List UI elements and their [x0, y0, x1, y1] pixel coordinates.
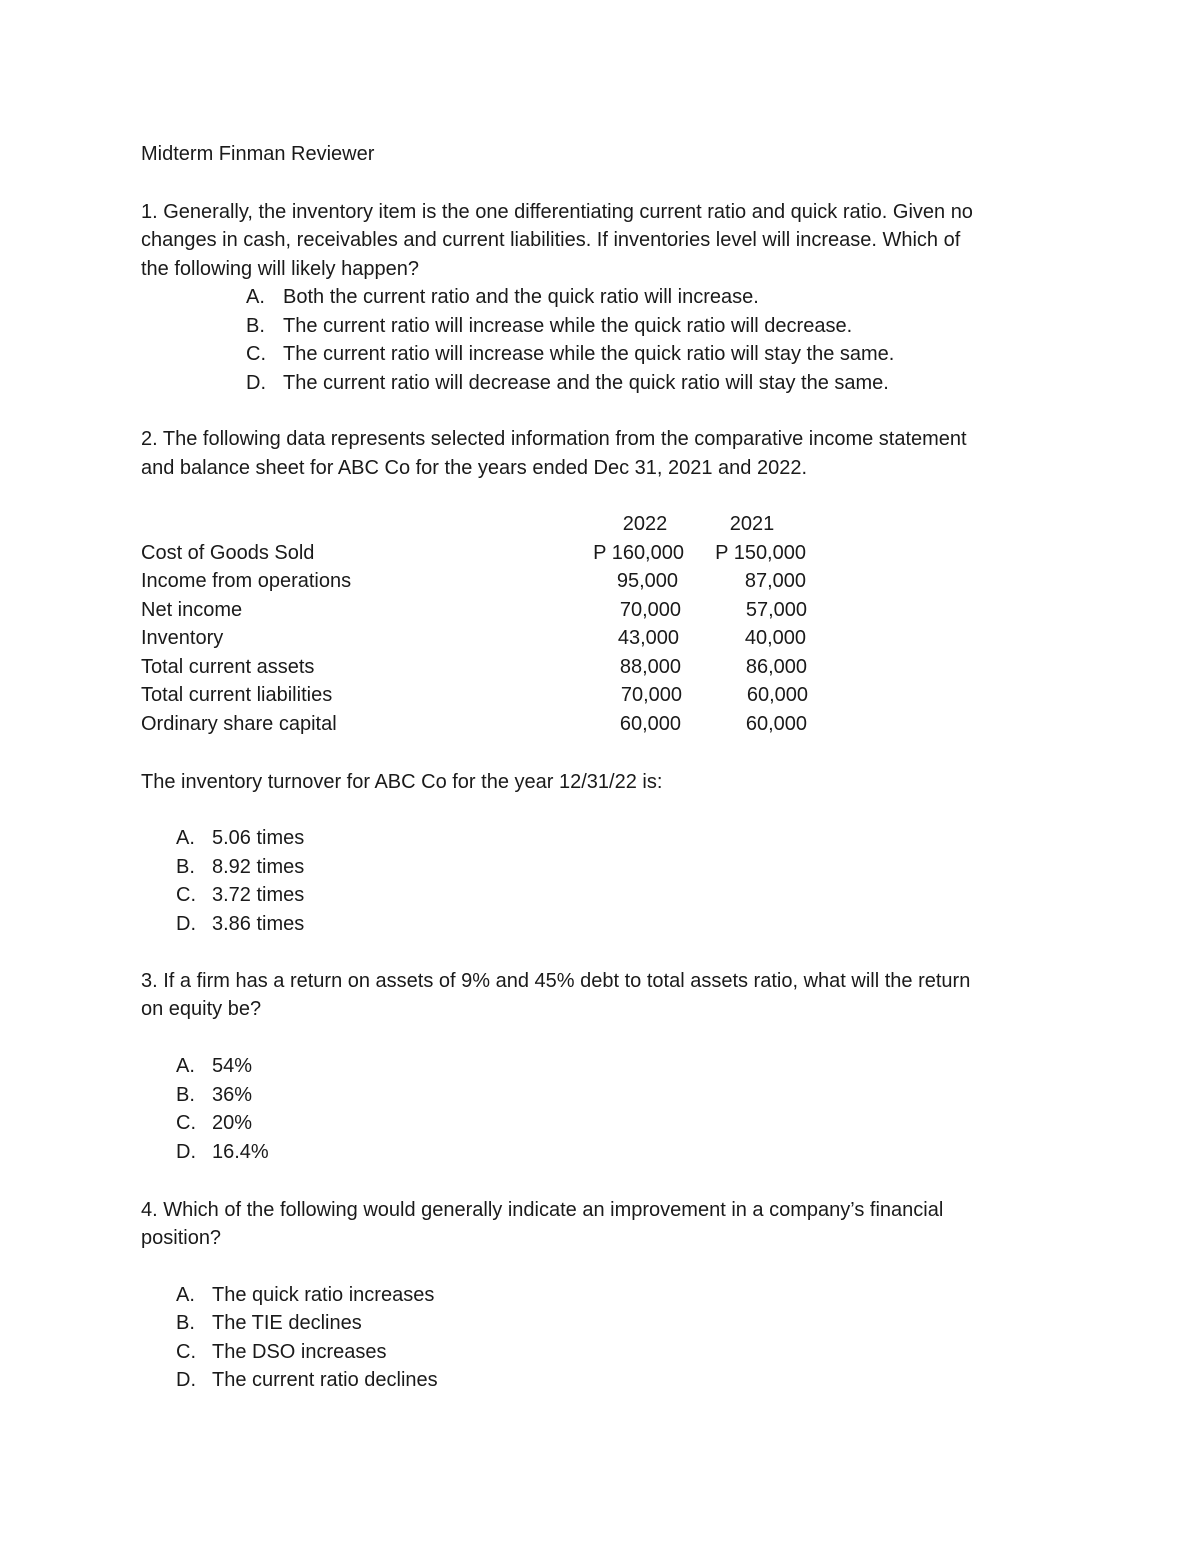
cell-current-liabilities-2021: 60,000	[746, 684, 808, 706]
cell-net-income-2022: 70,000	[619, 599, 681, 621]
row-label-ordinary-share-capital: Ordinary share capital	[141, 713, 337, 735]
cell-share-capital-2022: 60,000	[619, 713, 681, 735]
question-3-option-b: 36%	[212, 1084, 253, 1106]
question-3-option-d-letter: D.	[176, 1141, 196, 1163]
cell-cogs-2022: P 160,000	[593, 542, 684, 564]
column-header-2022: 2022	[622, 513, 668, 535]
question-1-option-b: The current ratio will increase while the quick ratio will decrease.	[283, 315, 853, 337]
question-3-line-2: on equity be?	[141, 998, 262, 1020]
cell-net-income-2021: 57,000	[745, 599, 807, 621]
question-1-line-2: changes in cash, receivables and current liabilities. If inventories level will increase. Which of	[141, 229, 961, 251]
question-4-option-c-letter: C.	[176, 1341, 196, 1363]
row-label-inventory: Inventory	[141, 627, 224, 649]
question-1-option-c-letter: C.	[246, 343, 266, 365]
question-4-option-d: The current ratio declines	[212, 1369, 438, 1391]
question-1-option-d-letter: D.	[246, 372, 266, 394]
question-2-option-b-letter: B.	[176, 856, 195, 878]
question-4-option-b-letter: B.	[176, 1312, 195, 1334]
question-4-option-a-letter: A.	[176, 1284, 195, 1306]
question-2-line-2: and balance sheet for ABC Co for the years ended Dec 31, 2021 and 2022.	[141, 457, 808, 479]
question-2-prompt: The inventory turnover for ABC Co for the year 12/31/22 is:	[141, 771, 663, 793]
question-4-option-c: The DSO increases	[212, 1341, 387, 1363]
question-1-option-c: The current ratio will increase while the quick ratio will stay the same.	[283, 343, 895, 365]
question-4-line-1: 4. Which of the following would generally indicate an improvement in a company’s financial	[141, 1199, 944, 1221]
question-2-option-c: 3.72 times	[212, 884, 305, 906]
cell-income-ops-2021: 87,000	[744, 570, 806, 592]
question-1-option-a-letter: A.	[246, 286, 265, 308]
question-2-option-c-letter: C.	[176, 884, 196, 906]
cell-inventory-2021: 40,000	[744, 627, 806, 649]
cell-cogs-2021: P 150,000	[715, 542, 806, 564]
question-3-line-1: 3. If a firm has a return on assets of 9% and 45% debt to total assets ratio, what will the return	[141, 970, 971, 992]
question-1-option-a: Both the current ratio and the quick ratio will increase.	[283, 286, 759, 308]
question-3-option-c: 20%	[212, 1112, 253, 1134]
question-1-line-1: 1. Generally, the inventory item is the one differentiating current ratio and quick ratio. Given no	[141, 201, 973, 223]
question-2-option-d-letter: D.	[176, 913, 196, 935]
row-label-income-from-operations: Income from operations	[141, 570, 352, 592]
question-4-line-2: position?	[141, 1227, 222, 1249]
question-3-option-d: 16.4%	[212, 1141, 269, 1163]
cell-current-assets-2021: 86,000	[745, 656, 807, 678]
question-1-line-3: the following will likely happen?	[141, 258, 419, 280]
question-3-option-a: 54%	[212, 1055, 253, 1077]
cell-inventory-2022: 43,000	[617, 627, 679, 649]
cell-income-ops-2022: 95,000	[616, 570, 678, 592]
question-4-option-a: The quick ratio increases	[212, 1284, 435, 1306]
question-3-option-b-letter: B.	[176, 1084, 195, 1106]
document-title: Midterm Finman Reviewer	[141, 143, 375, 165]
question-4-option-b: The TIE declines	[212, 1312, 362, 1334]
question-2-line-1: 2. The following data represents selected information from the comparative income statement	[141, 428, 967, 450]
column-header-2021: 2021	[729, 513, 775, 535]
question-4-option-d-letter: D.	[176, 1369, 196, 1391]
question-2-option-b: 8.92 times	[212, 856, 305, 878]
cell-current-liabilities-2022: 70,000	[620, 684, 682, 706]
row-label-net-income: Net income	[141, 599, 243, 621]
question-3-option-c-letter: C.	[176, 1112, 196, 1134]
row-label-total-current-assets: Total current assets	[141, 656, 315, 678]
question-1-option-b-letter: B.	[246, 315, 265, 337]
question-2-option-a-letter: A.	[176, 827, 195, 849]
question-1-option-d: The current ratio will decrease and the quick ratio will stay the same.	[283, 372, 889, 394]
cell-current-assets-2022: 88,000	[619, 656, 681, 678]
question-3-option-a-letter: A.	[176, 1055, 195, 1077]
cell-share-capital-2021: 60,000	[745, 713, 807, 735]
row-label-cogs: Cost of Goods Sold	[141, 542, 315, 564]
row-label-total-current-liabilities: Total current liabilities	[141, 684, 333, 706]
question-2-option-d: 3.86 times	[212, 913, 305, 935]
question-2-option-a: 5.06 times	[212, 827, 305, 849]
